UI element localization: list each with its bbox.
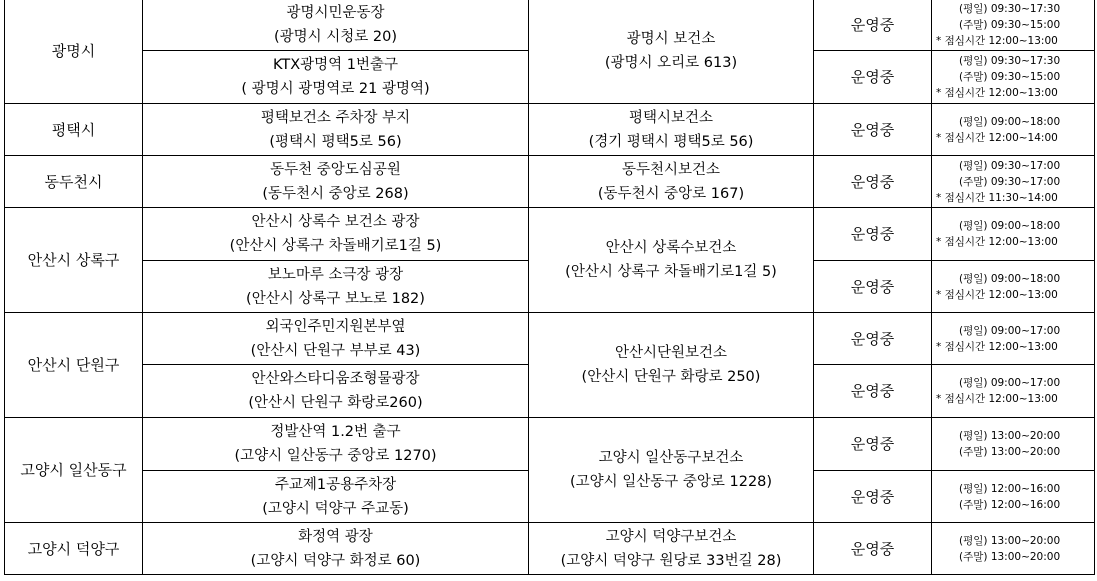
hours-line: (주말) 09:30~17:00 — [959, 175, 1061, 188]
site-name: 정발산역 1.2번 출구 — [270, 424, 401, 440]
hours-line: (평일) 09:00~17:00 — [959, 324, 1061, 337]
table-body — [5, 0, 1095, 575]
status-cell: 운영중 — [814, 418, 932, 471]
site-address: (안산시 상록구 보노로 182) — [246, 290, 425, 307]
test-site-cell — [143, 51, 529, 104]
site-name: KTX광명역 1번출구 — [272, 57, 399, 73]
hours-line: (평일) 09:00~17:00 — [959, 377, 1061, 389]
status-cell: 운영중 — [814, 0, 932, 51]
health-center-name: 고양시 덕양구보건소 — [605, 528, 737, 545]
health-center-address: (동두천시 중앙로 167) — [597, 185, 745, 202]
test-site-cell — [143, 365, 529, 418]
site-address: (동두천시 중앙로 268) — [262, 185, 409, 202]
status-cell: 운영중 — [814, 208, 932, 261]
lunch-note: * 점심시간 12:00~13:00 — [936, 87, 1058, 99]
health-center-cell — [529, 418, 814, 523]
health-center-address: (경기 평택시 평택5로 56) — [588, 133, 754, 150]
site-address: (고양시 덕양구 주교동) — [262, 500, 409, 517]
lunch-note: * 점심시간 12:00~13:00 — [936, 393, 1058, 405]
table-row — [5, 418, 1095, 471]
testing-sites-table — [4, 0, 1095, 575]
health-center-name: 평택시보건소 — [628, 109, 714, 126]
hours-line: (평일) 09:30~17:30 — [959, 55, 1061, 67]
health-center-address: (고양시 덕양구 원당로 33번길 28) — [560, 552, 782, 569]
health-center-name: 동두천시보건소 — [621, 161, 721, 178]
hours-line: (평일) 09:30~17:00 — [959, 159, 1061, 172]
test-site-cell — [143, 261, 529, 313]
hours-line: (평일) 13:00~20:00 — [959, 430, 1061, 442]
health-center-cell — [529, 523, 814, 575]
lunch-note: * 점심시간 12:00~13:00 — [936, 340, 1058, 353]
hours-line: (주말) 13:00~20:00 — [959, 550, 1061, 563]
table-row — [5, 523, 1095, 575]
hours-cell — [932, 418, 1095, 471]
site-name: 동두천 중앙도심공원 — [270, 161, 401, 178]
site-address: (안산시 단원구 부부로 43) — [250, 342, 421, 359]
health-center-cell — [529, 313, 814, 418]
hours-line: (주말) 13:00~20:00 — [959, 446, 1061, 458]
site-address: (안산시 단원구 화랑로260) — [248, 395, 423, 411]
health-center-name: 고양시 일산동구보건소 — [598, 450, 744, 466]
lunch-note: * 점심시간 12:00~13:00 — [936, 236, 1058, 248]
test-site-cell — [143, 313, 529, 365]
region-cell: 안산시 단원구 — [5, 313, 143, 418]
test-site-cell — [143, 418, 529, 471]
status-cell: 운영중 — [814, 523, 932, 575]
table-row — [5, 0, 1095, 51]
region-cell: 안산시 상록구 — [5, 208, 143, 313]
site-name: 주교제1공용주차장 — [274, 476, 397, 493]
status-cell: 운영중 — [814, 156, 932, 208]
site-address: (고양시 덕양구 화정로 60) — [250, 552, 421, 569]
test-site-cell — [143, 0, 529, 51]
table-row — [5, 208, 1095, 261]
hours-line: (주말) 09:30~15:00 — [959, 71, 1061, 83]
health-center-cell — [529, 0, 814, 104]
table-row — [5, 156, 1095, 208]
test-site-cell — [143, 523, 529, 575]
status-cell: 운영중 — [814, 313, 932, 365]
site-address: (고양시 일산동구 중앙로 1270) — [234, 448, 437, 464]
health-center-cell — [529, 208, 814, 313]
region-cell: 고양시 일산동구 — [5, 418, 143, 523]
hours-cell — [932, 313, 1095, 365]
status-cell: 운영중 — [814, 104, 932, 156]
hours-cell — [932, 51, 1095, 104]
hours-cell — [932, 156, 1095, 208]
table-row — [5, 313, 1095, 365]
health-center-name: 안산시 상록수보건소 — [605, 240, 737, 256]
lunch-note: * 점심시간 12:00~13:00 — [936, 34, 1058, 47]
health-center-address: (광명시 오리로 613) — [604, 55, 738, 71]
site-name: 화정역 광장 — [298, 528, 373, 545]
site-address: ( 광명시 광명역로 21 광명역) — [241, 81, 430, 97]
hours-line: (평일) 12:00~16:00 — [959, 482, 1061, 495]
region-cell: 평택시 — [5, 104, 143, 156]
site-name: 안산와스타디움조형물광장 — [251, 371, 420, 387]
hours-line: (평일) 09:30~17:30 — [959, 2, 1061, 15]
status-cell: 운영중 — [814, 471, 932, 523]
hours-line: (주말) 12:00~16:00 — [959, 498, 1061, 511]
health-center-cell — [529, 104, 814, 156]
test-site-cell — [143, 104, 529, 156]
lunch-note: * 점심시간 11:30~14:00 — [936, 191, 1058, 204]
hours-cell — [932, 0, 1095, 51]
status-cell: 운영중 — [814, 261, 932, 313]
site-name: 외국인주민지원본부옆 — [265, 318, 406, 335]
test-site-cell — [143, 208, 529, 261]
hours-cell — [932, 261, 1095, 313]
health-center-name: 광명시 보건소 — [626, 31, 716, 47]
status-cell: 운영중 — [814, 365, 932, 418]
hours-line: (평일) 13:00~20:00 — [959, 534, 1061, 547]
hours-line: (주말) 09:30~15:00 — [959, 18, 1061, 31]
region-cell: 동두천시 — [5, 156, 143, 208]
lunch-note: * 점심시간 12:00~14:00 — [936, 131, 1058, 144]
site-address: (광명시 시청로 20) — [273, 28, 398, 45]
hours-cell — [932, 471, 1095, 523]
hours-line: (평일) 09:00~18:00 — [959, 272, 1061, 285]
site-address: (안산시 상록구 차돌배기로1길 5) — [229, 238, 442, 254]
hours-cell — [932, 365, 1095, 418]
hours-cell — [932, 208, 1095, 261]
site-name: 안산시 상록수 보건소 광장 — [251, 214, 420, 230]
site-name: 평택보건소 주차장 부지 — [260, 109, 411, 126]
health-center-address: (고양시 일산동구 중앙로 1228) — [569, 474, 773, 490]
site-name: 광명시민운동장 — [286, 4, 385, 21]
region-cell: 고양시 덕양구 — [5, 523, 143, 575]
lunch-note: * 점심시간 12:00~13:00 — [936, 288, 1058, 301]
test-site-cell — [143, 471, 529, 523]
test-site-cell — [143, 156, 529, 208]
region-cell: 광명시 — [5, 0, 143, 104]
health-center-cell — [529, 156, 814, 208]
health-center-address: (안산시 단원구 화랑로 250) — [581, 369, 761, 385]
table-row — [5, 104, 1095, 156]
hours-cell — [932, 523, 1095, 575]
hours-line: (평일) 09:00~18:00 — [959, 115, 1061, 128]
hours-cell — [932, 104, 1095, 156]
site-name: 보노마루 소극장 광장 — [267, 266, 404, 283]
health-center-name: 안산시단원보건소 — [614, 345, 728, 361]
site-address: (평택시 평택5로 56) — [269, 133, 402, 150]
status-cell: 운영중 — [814, 51, 932, 104]
hours-line: (평일) 09:00~18:00 — [959, 220, 1061, 232]
health-center-address: (안산시 상록구 차돌배기로1길 5) — [565, 264, 777, 280]
